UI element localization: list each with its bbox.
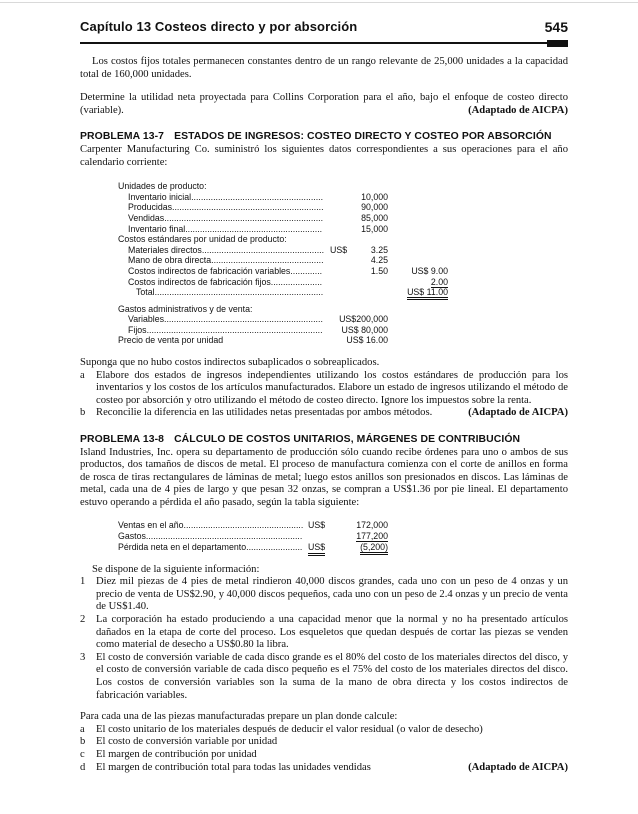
problem-7-data-table <box>118 181 448 346</box>
plan-intro: Para cada una de las piezas manufacturadas prepare un plan donde calcule: <box>80 711 398 723</box>
table-row: Mano de obra directa.............................................. 4.25 <box>128 255 388 266</box>
table-row: Producidas.............................................................. 90,000 <box>128 202 388 213</box>
fixed-overhead-value: 2.00 <box>430 276 448 287</box>
expenses-value: 177,200 <box>356 530 388 541</box>
info-intro: Se dispone de la siguiente información: <box>92 563 260 575</box>
list-item: 3 El costo de conversión variable de cada disco grande es el 80% del costo de los materiales directos del disco, y el costo de conversión variable de cada disco pequeño es el 75% del costo de los materiales directos del disco. Los costos de conversión variables son la suma de la mano de obra directa y los costos indirectos de fabricación variables. <box>80 651 568 701</box>
total-value: US$ 11.00 <box>390 287 448 298</box>
table-row: Materiales directos.................................................. US$ 3.25 <box>128 244 388 255</box>
list-item: b Reconcilie la diferencia en las utilidades netas presentadas por ambos métodos. (Adaptado de AICPA) <box>80 407 568 419</box>
list-item: 2 La corporación ha estado produciendo a una capacidad menor que la normal y no ha presentado artículos dañados en la etapa de corte del proceso. Los esqueletos que quedan después de cortar las piezas se venden como material de desecho a US$0.80 la libra. <box>80 613 568 651</box>
list-item: b El costo de conversión variable por unidad <box>80 736 278 748</box>
problem-8-info-list <box>80 576 568 702</box>
header-tab-block <box>547 40 568 47</box>
table-row: Fijos........................................................................ US$ 80,000 <box>128 324 388 335</box>
units-header: Unidades de producto: <box>118 181 207 192</box>
list-item: a Elabore dos estados de ingresos independientes utilizando los costos estándares de producción para los inventarios y los costos de los artículos manufacturados. Elabore un estado de ingresos utilizando el método de costeo por absorción y otro utilizando el método de costeo directo. Ignore los impuestos sobre la renta. <box>80 369 568 406</box>
intro-paragraph-2 <box>80 92 568 117</box>
admin-header: Gastos administrativos y de venta: <box>118 303 253 314</box>
problem-8-loss-table <box>118 520 398 553</box>
problem-7-source: (Adaptado de AICPA) <box>468 407 568 419</box>
table-row: Precio de venta por unidad US$ 16.00 <box>118 335 388 346</box>
page-number: 545 <box>544 19 568 35</box>
table-row: Inventario inicial...................................................... 10,000 <box>128 191 388 202</box>
net-loss-value: (5,200) <box>318 542 388 553</box>
page-body <box>80 56 568 774</box>
intro-source: (Adaptado de AICPA) <box>468 104 568 116</box>
problem-8-intro: Island Industries, Inc. opera su departamento de producción sólo cuando recibe órdenes para uno o ambos de sus productos, dos tamaños de discos de metal. El proceso de manufactura comienza con el corte de anillos en forma de rosca de tiras rectangulares de láminas de metal; luego estos anillos son presionados en discos. Las láminas de metal, cada una de 4 pies de largo y que pesan 32 onzas, se compran a US$1.36 por pie lineal. El departamento estuvo operando a pérdida el año pasado, según la tabla siguiente: <box>80 446 568 508</box>
list-item: 1 Diez mil piezas de 4 pies de metal rindieron 40,000 discos grandes, cada uno con un peso de 4 onzas y un precio de venta de US$2.90, y 40,000 discos pequeños, cada uno con un peso de 2.4 onzas y un precio de venta de US$1.40. <box>80 576 568 613</box>
table-row: Variables................................................................. US$200,000 <box>128 314 388 325</box>
intro-paragraph-2-text: Determine la utilidad neta proyectada para Collins Corporation para el año, bajo el enfoque de costeo directo (variable). <box>80 92 568 116</box>
list-item: d El margen de contribución total para todas las unidades vendidas (Adaptado de AICPA) <box>80 761 568 773</box>
problem-8-title: CÁLCULO DE COSTOS UNITARIOS, MÁRGENES DE CONTRIBUCIÓN <box>174 434 521 446</box>
problem-8-plan-list <box>80 724 568 774</box>
chapter-title: Capítulo 13 Costeos directo y por absorción <box>80 19 358 34</box>
page-header <box>80 19 568 41</box>
problem-7-title: ESTADOS DE INGRESOS: COSTEO DIRECTO Y COSTEO POR ABSORCIÓN <box>174 131 552 143</box>
problem-7-intro: Carpenter Manufacturing Co. suministró los siguientes datos correspondientes a sus operaciones para el año calendario corriente: <box>80 143 568 168</box>
table-row: Ventas en el año................................................. US$ 172,000 <box>118 519 388 530</box>
table-row: Vendidas................................................................. 85,000 <box>128 212 388 223</box>
header-rule <box>80 42 568 44</box>
problem-7-code: PROBLEMA 13-7 <box>80 131 165 143</box>
list-item: a El costo unitario de los materiales después de deducir el valor residual (o valor de desecho) <box>80 723 483 735</box>
problem-8-source: (Adaptado de AICPA) <box>468 761 568 773</box>
table-row: Costos indirectos de fabricación fijos..................... 2.00 <box>128 276 448 287</box>
std-costs-header: Costos estándares por unidad de producto: <box>118 234 287 245</box>
problem-7-assumption: Suponga que no hubo costos indirectos subaplicados o sobreaplicados. <box>80 357 380 369</box>
problem-8-code: PROBLEMA 13-8 <box>80 434 165 446</box>
problem-7-heading <box>80 131 568 144</box>
list-item: c El margen de contribución por unidad <box>80 748 257 760</box>
problem-8-heading <box>80 434 568 447</box>
table-row: Gastos................................................................ 177,200 <box>118 530 388 541</box>
table-row: Pérdida neta en el departamento....................... US$ (5,200) <box>118 542 398 553</box>
top-edge-line <box>0 2 638 3</box>
intro-paragraph-1: Los costos fijos totales permanecen constantes dentro de un rango relevante de 25,000 unidades a la capacidad total de 160,000 unidades. <box>80 56 568 80</box>
problem-7-items <box>80 370 568 420</box>
table-row: Total..................................................................... US$ 11.00 <box>118 287 448 298</box>
table-row: Inventario final........................................................ 15,000 <box>128 223 388 234</box>
table-row: Costos indirectos de fabricación variables............. 1.50 US$ 9.00 <box>128 265 448 276</box>
